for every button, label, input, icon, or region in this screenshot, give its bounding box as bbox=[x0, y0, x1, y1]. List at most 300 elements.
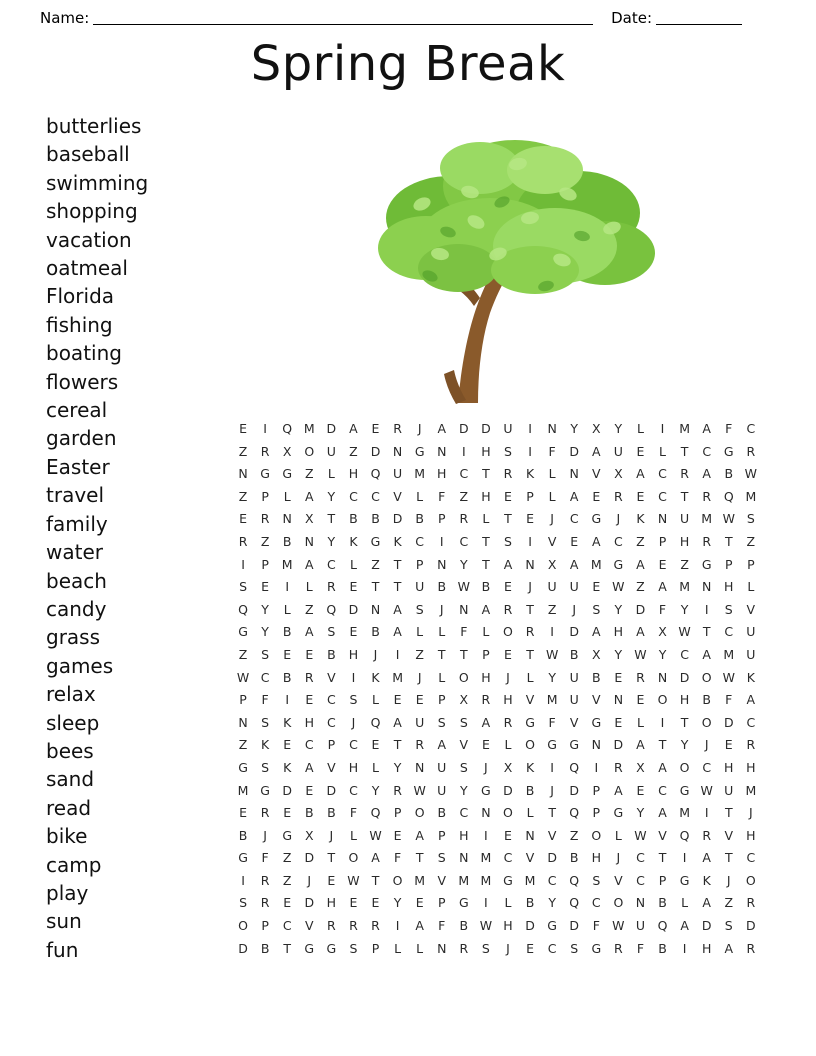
grid-cell[interactable]: V bbox=[327, 759, 336, 775]
word-search-grid[interactable] bbox=[232, 418, 762, 960]
grid-cell[interactable]: J bbox=[417, 421, 422, 436]
grid-cell[interactable]: D bbox=[569, 443, 580, 459]
grid-cell[interactable]: A bbox=[702, 421, 711, 436]
grid-cell[interactable]: B bbox=[702, 692, 711, 708]
grid-cell[interactable]: W bbox=[612, 918, 625, 934]
grid-cell[interactable]: E bbox=[283, 737, 292, 753]
grid-cell[interactable]: L bbox=[504, 737, 512, 753]
grid-cell[interactable]: K bbox=[349, 533, 358, 549]
grid-cell[interactable]: L bbox=[372, 692, 379, 708]
grid-cell[interactable]: O bbox=[745, 872, 756, 888]
grid-cell[interactable]: J bbox=[307, 872, 312, 888]
grid-cell[interactable]: I bbox=[484, 895, 488, 911]
grid-cell[interactable]: A bbox=[592, 624, 601, 640]
grid-cell[interactable]: M bbox=[546, 692, 558, 708]
grid-cell[interactable]: N bbox=[392, 443, 403, 459]
grid-cell[interactable]: B bbox=[304, 805, 314, 821]
grid-cell[interactable]: E bbox=[504, 488, 512, 504]
grid-cell[interactable]: Y bbox=[327, 533, 336, 549]
grid-cell[interactable]: T bbox=[658, 737, 667, 753]
grid-cell[interactable]: Q bbox=[569, 805, 580, 821]
grid-cell[interactable]: V bbox=[614, 872, 623, 888]
grid-cell[interactable]: N bbox=[370, 601, 381, 617]
grid-cell[interactable]: E bbox=[305, 782, 314, 798]
grid-cell[interactable]: X bbox=[282, 443, 292, 459]
grid-cell[interactable]: G bbox=[458, 895, 469, 911]
grid-cell[interactable]: A bbox=[592, 443, 601, 459]
grid-cell[interactable]: B bbox=[724, 466, 734, 482]
grid-cell[interactable]: C bbox=[326, 714, 336, 730]
grid-cell[interactable]: A bbox=[437, 421, 447, 436]
grid-cell[interactable]: B bbox=[569, 850, 579, 866]
grid-cell[interactable]: D bbox=[635, 601, 646, 617]
grid-cell[interactable]: D bbox=[282, 782, 293, 798]
grid-cell[interactable]: B bbox=[658, 940, 667, 956]
grid-cell[interactable]: D bbox=[569, 624, 580, 640]
grid-cell[interactable]: G bbox=[547, 737, 557, 753]
grid-cell[interactable]: H bbox=[348, 646, 359, 662]
grid-cell[interactable]: I bbox=[660, 714, 665, 730]
grid-cell[interactable]: A bbox=[636, 624, 645, 640]
grid-cell[interactable]: H bbox=[679, 533, 690, 549]
grid-cell[interactable]: G bbox=[304, 940, 315, 956]
grid-cell[interactable]: J bbox=[484, 759, 488, 775]
grid-cell[interactable]: G bbox=[591, 511, 602, 527]
grid-cell[interactable]: Y bbox=[460, 556, 468, 572]
grid-cell[interactable]: A bbox=[393, 624, 402, 640]
grid-cell[interactable]: C bbox=[415, 533, 425, 549]
grid-cell[interactable]: L bbox=[482, 624, 490, 640]
grid-cell[interactable]: N bbox=[591, 737, 601, 753]
grid-cell[interactable]: S bbox=[504, 533, 512, 549]
grid-cell[interactable]: Z bbox=[415, 646, 424, 662]
grid-cell[interactable]: W bbox=[479, 918, 493, 934]
grid-cell[interactable]: R bbox=[614, 488, 623, 504]
grid-cell[interactable]: E bbox=[415, 895, 424, 911]
grid-cell[interactable]: C bbox=[746, 850, 756, 866]
grid-cell[interactable]: R bbox=[459, 940, 469, 956]
grid-cell[interactable]: Z bbox=[636, 579, 645, 595]
grid-cell[interactable]: Z bbox=[636, 533, 645, 549]
grid-cell[interactable]: T bbox=[482, 466, 490, 482]
grid-cell[interactable]: S bbox=[239, 579, 247, 595]
grid-cell[interactable]: M bbox=[458, 872, 470, 888]
grid-cell[interactable]: S bbox=[261, 759, 270, 775]
grid-cell[interactable]: C bbox=[459, 533, 469, 549]
grid-cell[interactable]: Y bbox=[371, 782, 380, 798]
grid-cell[interactable]: S bbox=[349, 940, 358, 956]
grid-cell[interactable]: U bbox=[746, 624, 756, 640]
grid-cell[interactable]: Q bbox=[723, 488, 734, 504]
grid-cell[interactable]: S bbox=[746, 511, 755, 527]
grid-cell[interactable]: E bbox=[393, 827, 402, 843]
grid-cell[interactable]: R bbox=[702, 827, 712, 843]
grid-cell[interactable]: H bbox=[503, 692, 513, 708]
grid-cell[interactable]: P bbox=[724, 556, 733, 572]
grid-cell[interactable]: H bbox=[746, 759, 756, 775]
grid-cell[interactable]: W bbox=[347, 872, 360, 888]
grid-cell[interactable]: E bbox=[239, 421, 247, 436]
grid-cell[interactable]: E bbox=[239, 511, 247, 527]
grid-cell[interactable]: T bbox=[415, 850, 424, 866]
grid-cell[interactable]: W bbox=[722, 669, 735, 685]
grid-cell[interactable]: I bbox=[241, 872, 245, 888]
grid-cell[interactable]: W bbox=[722, 511, 735, 527]
grid-cell[interactable]: S bbox=[570, 940, 579, 956]
grid-cell[interactable]: Y bbox=[614, 601, 623, 617]
grid-cell[interactable]: E bbox=[371, 737, 380, 753]
grid-cell[interactable]: S bbox=[724, 918, 733, 934]
grid-cell[interactable]: W bbox=[545, 646, 559, 662]
grid-cell[interactable]: B bbox=[415, 511, 424, 527]
grid-cell[interactable]: R bbox=[238, 533, 248, 549]
grid-cell[interactable]: M bbox=[679, 421, 690, 436]
grid-cell[interactable]: R bbox=[746, 895, 756, 911]
grid-cell[interactable]: D bbox=[304, 895, 315, 911]
grid-cell[interactable]: K bbox=[371, 669, 380, 685]
grid-cell[interactable]: A bbox=[702, 895, 711, 911]
grid-cell[interactable]: I bbox=[484, 827, 488, 843]
grid-cell[interactable]: F bbox=[725, 692, 733, 708]
grid-cell[interactable]: X bbox=[547, 556, 557, 572]
grid-cell[interactable]: A bbox=[304, 759, 314, 775]
grid-cell[interactable]: A bbox=[437, 737, 447, 753]
grid-cell[interactable]: R bbox=[304, 669, 314, 685]
grid-cell[interactable]: H bbox=[724, 759, 734, 775]
grid-cell[interactable]: H bbox=[326, 895, 337, 911]
grid-cell[interactable]: E bbox=[283, 646, 292, 662]
grid-cell[interactable]: O bbox=[503, 805, 513, 821]
grid-cell[interactable]: E bbox=[305, 692, 314, 708]
grid-cell[interactable]: G bbox=[238, 759, 248, 775]
grid-cell[interactable]: B bbox=[459, 918, 469, 934]
grid-cell[interactable]: I bbox=[704, 601, 709, 617]
grid-cell[interactable]: V bbox=[459, 737, 469, 753]
grid-cell[interactable]: K bbox=[746, 669, 755, 685]
grid-cell[interactable]: M bbox=[745, 488, 757, 504]
grid-cell[interactable]: Z bbox=[547, 601, 557, 617]
grid-cell[interactable]: U bbox=[547, 579, 557, 595]
grid-cell[interactable]: J bbox=[550, 782, 554, 798]
grid-cell[interactable]: Q bbox=[238, 601, 248, 617]
grid-cell[interactable]: B bbox=[481, 579, 491, 595]
grid-cell[interactable]: Z bbox=[304, 466, 314, 482]
grid-cell[interactable]: N bbox=[657, 511, 668, 527]
grid-cell[interactable]: W bbox=[634, 827, 647, 843]
grid-cell[interactable]: G bbox=[679, 872, 690, 888]
grid-cell[interactable]: H bbox=[348, 466, 359, 482]
grid-cell[interactable]: T bbox=[548, 805, 556, 821]
grid-cell[interactable]: S bbox=[481, 940, 490, 956]
grid-cell[interactable]: H bbox=[613, 624, 624, 640]
grid-cell[interactable]: T bbox=[482, 533, 490, 549]
grid-cell[interactable]: R bbox=[393, 421, 402, 436]
grid-cell[interactable]: U bbox=[437, 782, 447, 798]
grid-cell[interactable]: D bbox=[503, 782, 513, 798]
grid-cell[interactable]: T bbox=[371, 872, 380, 888]
grid-cell[interactable]: T bbox=[680, 443, 689, 459]
grid-cell[interactable]: B bbox=[437, 579, 447, 595]
grid-cell[interactable]: F bbox=[393, 850, 402, 866]
grid-cell[interactable]: K bbox=[525, 759, 535, 775]
grid-cell[interactable]: A bbox=[658, 759, 667, 775]
grid-cell[interactable]: J bbox=[506, 669, 510, 685]
grid-cell[interactable]: K bbox=[393, 533, 402, 549]
grid-cell[interactable]: H bbox=[746, 827, 756, 843]
grid-cell[interactable]: I bbox=[395, 918, 400, 934]
grid-cell[interactable]: F bbox=[548, 714, 556, 730]
grid-cell[interactable]: O bbox=[304, 443, 315, 459]
grid-cell[interactable]: H bbox=[503, 918, 513, 934]
grid-cell[interactable]: G bbox=[525, 714, 535, 730]
grid-cell[interactable]: R bbox=[260, 872, 270, 888]
grid-cell[interactable]: E bbox=[592, 579, 601, 595]
grid-cell[interactable]: H bbox=[591, 850, 601, 866]
grid-cell[interactable]: T bbox=[283, 940, 292, 956]
grid-cell[interactable]: H bbox=[481, 669, 491, 685]
grid-cell[interactable]: O bbox=[348, 850, 359, 866]
grid-cell[interactable]: P bbox=[437, 827, 446, 843]
grid-cell[interactable]: S bbox=[349, 692, 358, 708]
grid-cell[interactable]: Z bbox=[680, 556, 689, 572]
grid-cell[interactable]: W bbox=[457, 579, 470, 595]
grid-cell[interactable]: L bbox=[416, 488, 424, 504]
grid-cell[interactable]: T bbox=[526, 601, 534, 617]
grid-cell[interactable]: G bbox=[503, 872, 513, 888]
grid-cell[interactable]: A bbox=[702, 850, 711, 866]
grid-cell[interactable]: P bbox=[327, 737, 336, 753]
grid-cell[interactable]: L bbox=[614, 827, 622, 843]
grid-cell[interactable]: E bbox=[526, 511, 534, 527]
grid-cell[interactable]: T bbox=[327, 511, 336, 527]
grid-cell[interactable]: O bbox=[458, 669, 469, 685]
grid-cell[interactable]: A bbox=[658, 579, 667, 595]
grid-cell[interactable]: J bbox=[528, 579, 532, 595]
grid-cell[interactable]: A bbox=[569, 488, 579, 504]
grid-cell[interactable]: N bbox=[525, 556, 535, 572]
grid-cell[interactable]: Y bbox=[658, 646, 667, 662]
grid-cell[interactable]: N bbox=[282, 511, 292, 527]
grid-cell[interactable]: P bbox=[261, 556, 269, 572]
grid-cell[interactable]: D bbox=[569, 782, 580, 798]
grid-cell[interactable]: R bbox=[327, 918, 336, 934]
grid-cell[interactable]: M bbox=[745, 782, 757, 798]
grid-cell[interactable]: D bbox=[723, 714, 734, 730]
grid-cell[interactable]: B bbox=[282, 624, 292, 640]
grid-cell[interactable]: T bbox=[504, 511, 512, 527]
grid-cell[interactable]: R bbox=[459, 511, 469, 527]
grid-cell[interactable]: J bbox=[616, 850, 621, 866]
grid-cell[interactable]: Y bbox=[393, 759, 402, 775]
grid-cell[interactable]: Q bbox=[326, 601, 337, 617]
grid-cell[interactable]: F bbox=[548, 443, 556, 459]
grid-cell[interactable]: N bbox=[437, 556, 447, 572]
grid-cell[interactable]: F bbox=[438, 488, 446, 504]
grid-cell[interactable]: Z bbox=[459, 488, 469, 504]
grid-cell[interactable]: L bbox=[526, 805, 534, 821]
grid-cell[interactable]: A bbox=[592, 533, 601, 549]
grid-cell[interactable]: C bbox=[459, 805, 469, 821]
grid-cell[interactable]: E bbox=[261, 579, 270, 595]
grid-cell[interactable]: J bbox=[439, 601, 444, 617]
grid-cell[interactable]: B bbox=[592, 669, 601, 685]
grid-cell[interactable]: A bbox=[702, 646, 711, 662]
grid-cell[interactable]: T bbox=[393, 737, 402, 753]
grid-cell[interactable]: U bbox=[326, 443, 336, 459]
grid-cell[interactable]: C bbox=[746, 714, 756, 730]
grid-cell[interactable]: G bbox=[238, 624, 248, 640]
grid-cell[interactable]: G bbox=[591, 940, 602, 956]
grid-cell[interactable]: B bbox=[569, 646, 579, 662]
grid-cell[interactable]: L bbox=[438, 669, 446, 685]
grid-cell[interactable]: S bbox=[437, 714, 446, 730]
grid-cell[interactable]: V bbox=[327, 669, 336, 685]
grid-cell[interactable]: A bbox=[658, 805, 667, 821]
grid-cell[interactable]: S bbox=[459, 714, 468, 730]
grid-cell[interactable]: Q bbox=[679, 827, 690, 843]
grid-cell[interactable]: P bbox=[261, 918, 269, 934]
grid-cell[interactable]: Z bbox=[746, 533, 756, 549]
grid-cell[interactable]: C bbox=[658, 782, 667, 798]
grid-cell[interactable]: B bbox=[525, 895, 535, 911]
grid-cell[interactable]: L bbox=[349, 556, 357, 572]
grid-cell[interactable]: R bbox=[415, 737, 424, 753]
grid-cell[interactable]: C bbox=[503, 850, 513, 866]
grid-cell[interactable]: G bbox=[260, 466, 270, 482]
grid-cell[interactable]: O bbox=[613, 895, 624, 911]
grid-cell[interactable]: V bbox=[547, 533, 557, 549]
grid-cell[interactable]: A bbox=[415, 918, 424, 934]
grid-cell[interactable]: V bbox=[525, 692, 535, 708]
grid-cell[interactable]: B bbox=[238, 827, 248, 843]
grid-cell[interactable]: A bbox=[304, 556, 314, 572]
grid-cell[interactable]: Q bbox=[569, 759, 580, 775]
grid-cell[interactable]: O bbox=[503, 624, 513, 640]
grid-cell[interactable]: Q bbox=[370, 714, 381, 730]
grid-cell[interactable]: U bbox=[635, 918, 646, 934]
grid-cell[interactable]: N bbox=[414, 759, 425, 775]
grid-cell[interactable]: M bbox=[392, 669, 403, 685]
grid-cell[interactable]: L bbox=[394, 940, 402, 956]
grid-cell[interactable]: A bbox=[702, 466, 711, 482]
grid-cell[interactable]: U bbox=[415, 714, 425, 730]
grid-cell[interactable]: C bbox=[614, 533, 623, 549]
grid-cell[interactable]: C bbox=[702, 443, 712, 459]
grid-cell[interactable]: L bbox=[548, 488, 556, 504]
grid-cell[interactable]: E bbox=[504, 827, 512, 843]
grid-cell[interactable]: S bbox=[239, 895, 247, 911]
grid-cell[interactable]: L bbox=[416, 624, 424, 640]
grid-cell[interactable]: B bbox=[282, 669, 292, 685]
grid-cell[interactable]: R bbox=[503, 714, 513, 730]
grid-cell[interactable]: F bbox=[261, 692, 269, 708]
grid-cell[interactable]: C bbox=[680, 646, 689, 662]
grid-cell[interactable]: N bbox=[304, 533, 314, 549]
grid-cell[interactable]: P bbox=[239, 692, 247, 708]
grid-cell[interactable]: A bbox=[304, 624, 314, 640]
grid-cell[interactable]: I bbox=[682, 850, 687, 866]
grid-cell[interactable]: C bbox=[636, 872, 645, 888]
grid-cell[interactable]: P bbox=[747, 556, 755, 572]
grid-cell[interactable]: Y bbox=[393, 895, 402, 911]
grid-cell[interactable]: E bbox=[636, 488, 645, 504]
grid-cell[interactable]: L bbox=[548, 466, 556, 482]
grid-cell[interactable]: E bbox=[283, 805, 292, 821]
grid-cell[interactable]: A bbox=[393, 601, 402, 617]
grid-cell[interactable]: C bbox=[349, 737, 358, 753]
grid-cell[interactable]: C bbox=[459, 466, 469, 482]
grid-cell[interactable]: Y bbox=[261, 624, 269, 640]
grid-cell[interactable]: S bbox=[459, 759, 468, 775]
grid-cell[interactable]: M bbox=[414, 872, 426, 888]
grid-cell[interactable]: H bbox=[348, 759, 359, 775]
grid-cell[interactable]: L bbox=[681, 895, 689, 911]
grid-cell[interactable]: E bbox=[349, 579, 358, 595]
grid-cell[interactable]: B bbox=[327, 805, 336, 821]
grid-cell[interactable]: J bbox=[506, 940, 510, 956]
grid-cell[interactable]: I bbox=[263, 421, 267, 436]
grid-cell[interactable]: T bbox=[393, 556, 402, 572]
grid-cell[interactable]: M bbox=[524, 872, 536, 888]
grid-cell[interactable]: L bbox=[349, 827, 357, 843]
grid-cell[interactable]: M bbox=[679, 805, 690, 821]
grid-cell[interactable]: U bbox=[503, 421, 513, 436]
name-write-line[interactable] bbox=[93, 11, 593, 25]
grid-cell[interactable]: C bbox=[547, 940, 557, 956]
grid-cell[interactable]: J bbox=[263, 827, 267, 843]
grid-cell[interactable]: P bbox=[371, 940, 380, 956]
grid-cell[interactable]: D bbox=[613, 737, 624, 753]
grid-cell[interactable]: I bbox=[594, 759, 599, 775]
grid-cell[interactable]: U bbox=[613, 443, 623, 459]
grid-cell[interactable]: R bbox=[614, 940, 623, 956]
grid-cell[interactable]: A bbox=[503, 556, 513, 572]
grid-cell[interactable]: D bbox=[481, 421, 491, 436]
grid-cell[interactable]: E bbox=[614, 714, 623, 730]
grid-cell[interactable]: G bbox=[260, 782, 270, 798]
grid-cell[interactable]: D bbox=[370, 443, 381, 459]
grid-cell[interactable]: A bbox=[724, 940, 734, 956]
grid-cell[interactable]: T bbox=[680, 488, 689, 504]
grid-cell[interactable]: E bbox=[636, 692, 645, 708]
grid-cell[interactable]: R bbox=[260, 511, 270, 527]
grid-cell[interactable]: H bbox=[304, 714, 314, 730]
grid-cell[interactable]: G bbox=[613, 556, 624, 572]
grid-cell[interactable]: M bbox=[414, 466, 426, 482]
grid-cell[interactable]: P bbox=[482, 646, 490, 662]
grid-cell[interactable]: U bbox=[569, 692, 579, 708]
grid-cell[interactable]: B bbox=[658, 895, 667, 911]
grid-cell[interactable]: R bbox=[349, 918, 358, 934]
grid-cell[interactable]: V bbox=[437, 872, 447, 888]
grid-cell[interactable]: N bbox=[613, 692, 624, 708]
grid-cell[interactable]: I bbox=[550, 759, 554, 775]
grid-cell[interactable]: E bbox=[658, 556, 667, 572]
grid-cell[interactable]: C bbox=[569, 511, 579, 527]
grid-cell[interactable]: E bbox=[570, 533, 579, 549]
grid-cell[interactable]: O bbox=[657, 692, 668, 708]
grid-cell[interactable]: A bbox=[349, 421, 358, 436]
grid-cell[interactable]: E bbox=[504, 646, 512, 662]
grid-cell[interactable]: L bbox=[283, 601, 291, 617]
grid-cell[interactable]: M bbox=[480, 850, 492, 866]
grid-cell[interactable]: E bbox=[349, 895, 358, 911]
grid-cell[interactable]: E bbox=[636, 782, 645, 798]
grid-cell[interactable]: I bbox=[528, 421, 532, 436]
grid-cell[interactable]: W bbox=[369, 827, 382, 843]
grid-cell[interactable]: Y bbox=[548, 669, 556, 685]
grid-cell[interactable]: G bbox=[282, 466, 293, 482]
